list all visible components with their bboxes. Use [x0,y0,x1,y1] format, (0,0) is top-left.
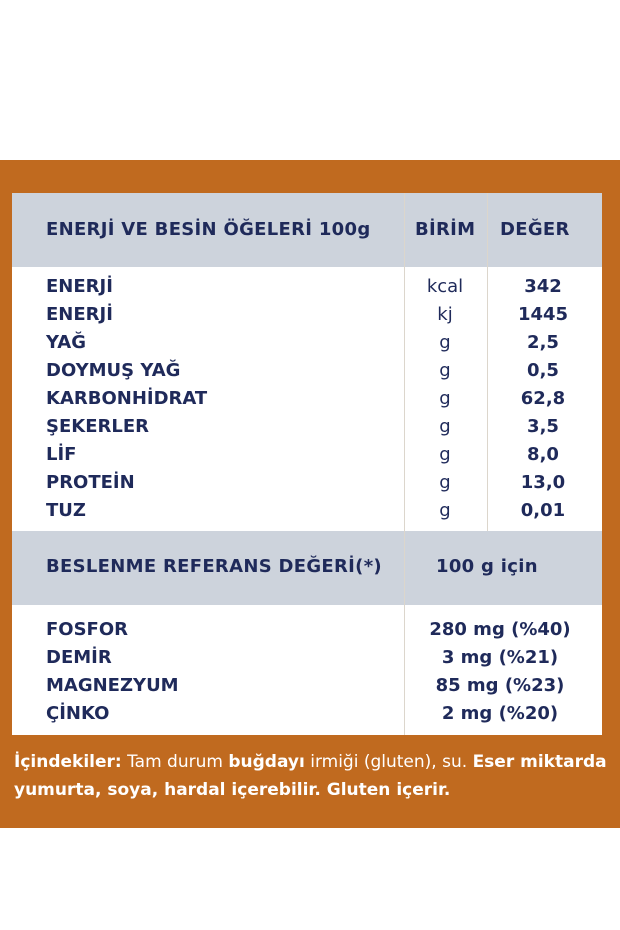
mineral-value: 3 mg (%21) [441,647,559,668]
nutrient-value: 0,01 [520,500,566,521]
nutrient-unit: g [439,444,451,465]
nutrient-value: 342 [524,276,562,297]
nutrient-unit: g [439,332,451,353]
mineral-value: 85 mg (%23) [435,675,565,696]
nutrient-unit: kj [437,304,453,325]
nutrient-value: 1445 [517,304,569,325]
nutrient-unit: g [439,360,451,381]
mineral-value: 280 mg (%40) [429,619,571,640]
header-name: ENERJİ VE BESİN ÖĞELERİ 100g [46,219,371,240]
ingredients-label: İçindekiler: [14,752,122,772]
header-unit: BİRİM [415,219,476,240]
nutrient-unit: g [439,472,451,493]
nutrient-name: YAĞ [46,332,87,353]
ingredients-warning: Eser miktarda yumurta, soya, hardal içerebilir. Gluten içerir. [14,752,607,800]
nutrient-name: TUZ [46,500,86,521]
mineral-name: MAGNEZYUM [46,675,179,696]
nutrient-value: 62,8 [520,388,566,409]
nutrient-unit: g [439,388,451,409]
nutrient-unit: kcal [426,276,464,297]
nutrition-table [12,193,602,735]
mineral-name: DEMİR [46,647,112,668]
nutrient-name: LİF [46,444,77,465]
reference-label: BESLENME REFERANS DEĞERİ(*) [46,556,382,577]
nutrient-unit: g [439,500,451,521]
ingredients-text [14,748,610,804]
nutrient-value: 8,0 [527,444,559,465]
ingredients-part: Tam durum [127,752,223,772]
mineral-name: FOSFOR [46,619,129,640]
mineral-name: ÇİNKO [46,703,110,724]
nutrient-unit: g [439,416,451,437]
nutrition-panel [0,160,620,828]
reference-per: 100 g için [436,556,538,577]
nutrient-value: 2,5 [527,332,559,353]
mineral-value: 2 mg (%20) [441,703,559,724]
nutrient-name: ŞEKERLER [46,416,149,437]
nutrient-name: KARBONHİDRAT [46,388,208,409]
nutrient-name: PROTEİN [46,472,135,493]
ingredients-allergen: buğdayı [228,752,305,772]
ingredients-part: irmiği (gluten), su. [310,752,468,772]
header-value: DEĞER [500,219,570,240]
nutrient-value: 3,5 [527,416,559,437]
nutrient-name: ENERJİ [46,276,113,297]
nutrient-name: DOYMUŞ YAĞ [46,360,181,381]
nutrient-value: 13,0 [520,472,566,493]
nutrient-name: ENERJİ [46,304,113,325]
nutrient-value: 0,5 [527,360,559,381]
